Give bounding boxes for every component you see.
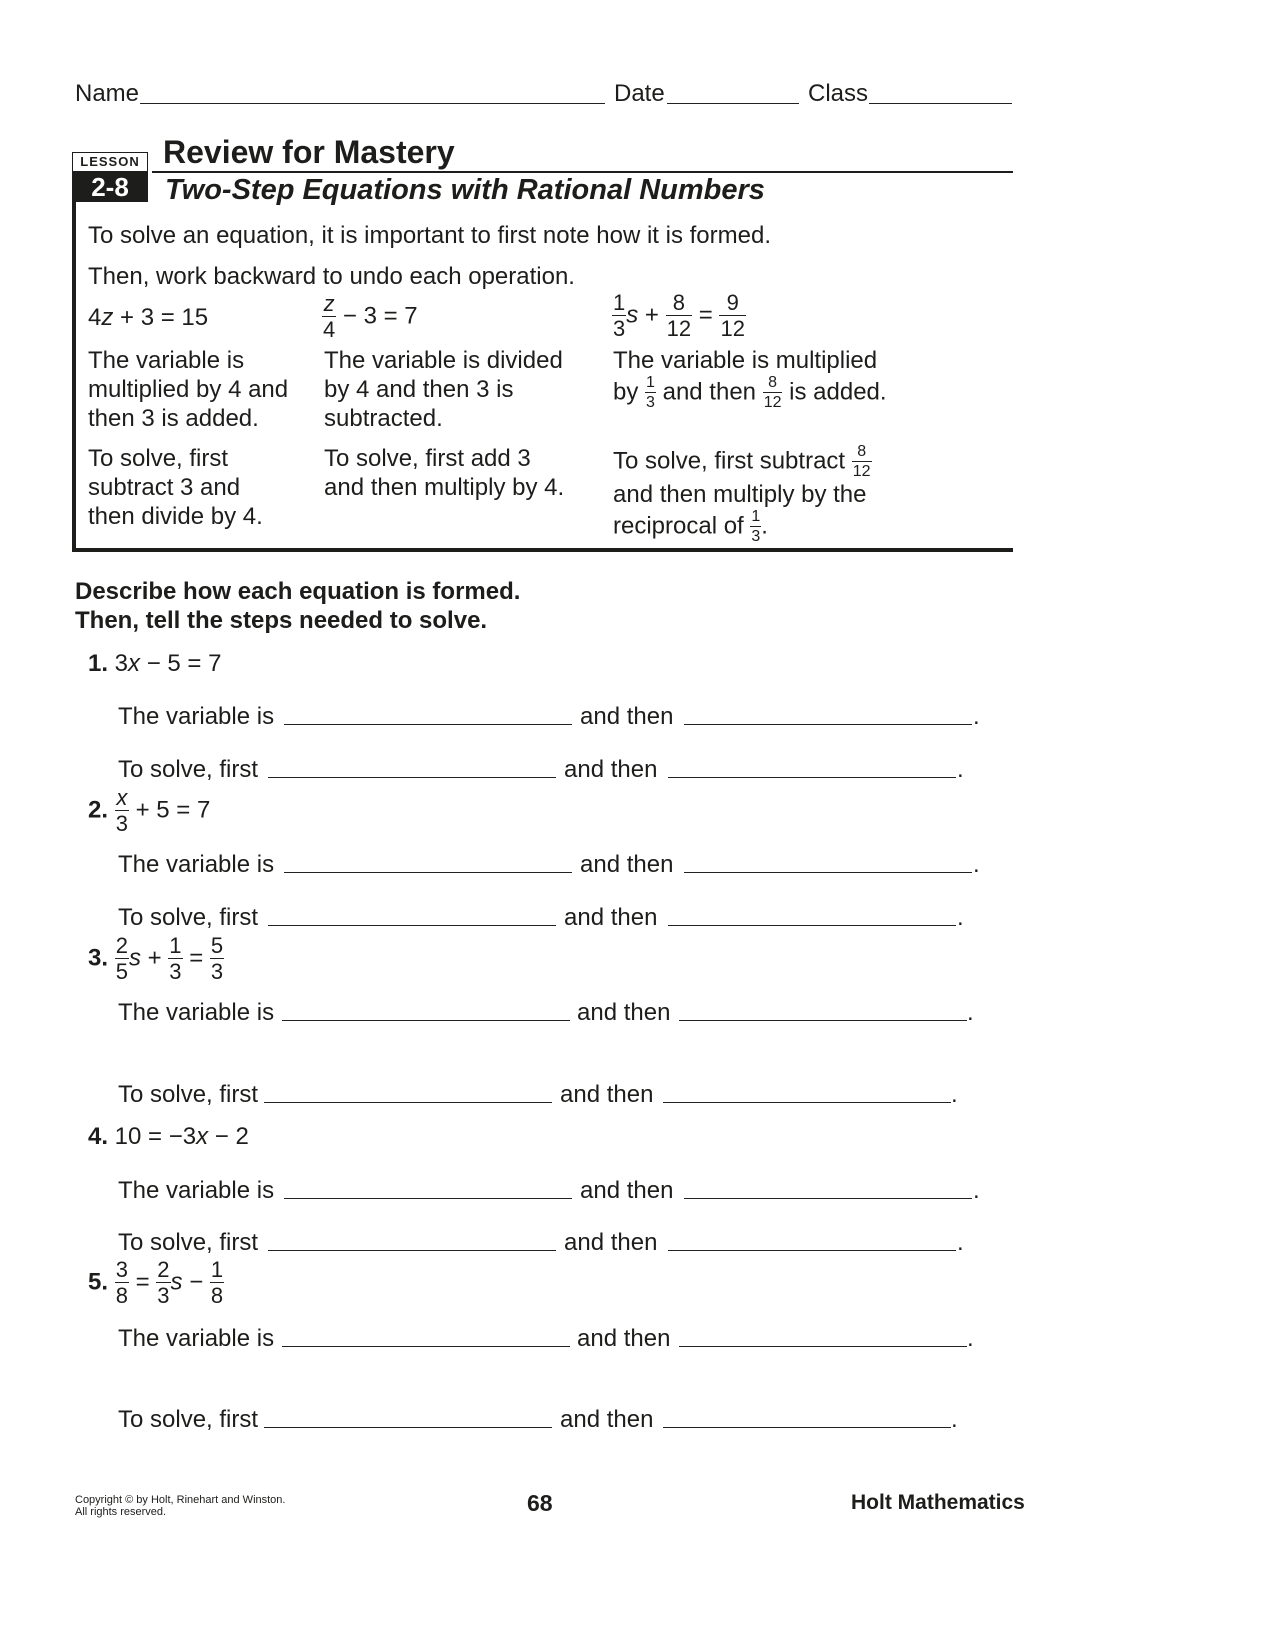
problem-1: 1. 3x − 5 = 7: [88, 650, 222, 677]
variable-is-label: The variable is: [118, 1177, 275, 1204]
period: .: [957, 756, 964, 783]
problem-1-solve-then-blank[interactable]: [668, 777, 956, 778]
period: .: [973, 1177, 980, 1204]
intro-line-1: To solve an equation, it is important to first note how it is formed.: [88, 222, 771, 249]
problem-2-solve-blank[interactable]: [268, 925, 556, 926]
intro-line-2: Then, work backward to undo each operation.: [88, 263, 575, 290]
problem-number: 4.: [88, 1123, 109, 1150]
instructions-line-1: Describe how each equation is formed.: [75, 578, 521, 605]
to-solve-label: To solve, first: [118, 904, 259, 931]
period: .: [957, 1229, 964, 1256]
to-solve-label: To solve, first: [118, 756, 259, 783]
problem-1-solve-blank[interactable]: [268, 777, 556, 778]
name-label: Name: [75, 80, 140, 107]
example-2-solve-line: To solve, first add 3: [324, 445, 531, 472]
and-then-label: and then: [577, 999, 671, 1026]
period: .: [973, 703, 980, 730]
problem-4-formed-blank[interactable]: [284, 1198, 572, 1199]
lesson-title: Review for Mastery: [163, 134, 455, 170]
problem-4-formed-then-blank[interactable]: [684, 1198, 972, 1199]
example-1-formed: [88, 346, 288, 433]
and-then-label: and then: [560, 1406, 654, 1433]
example-1-solve-line: To solve, first: [88, 445, 229, 472]
variable-is-label: The variable is: [118, 999, 275, 1026]
example-1-solve: [88, 444, 263, 531]
problem-5-solve-then-blank[interactable]: [663, 1427, 951, 1428]
example-1-formed-line: multiplied by 4 and: [88, 376, 289, 403]
class-field[interactable]: [869, 103, 1012, 104]
example-2-formed: [324, 346, 563, 433]
example-2-formed-line: subtracted.: [324, 405, 443, 432]
example-1-formed-line: The variable is: [88, 347, 245, 374]
publisher-brand: Holt Mathematics: [851, 1491, 1025, 1514]
example-1-formed-line: then 3 is added.: [88, 405, 259, 432]
period: .: [973, 851, 980, 878]
copyright-line: All rights reserved.: [75, 1506, 167, 1518]
problem-2-formed-then-blank[interactable]: [684, 872, 972, 873]
problem-2: 2. $\frac{x}{3}$ + 5 = 7: [88, 785, 211, 836]
and-then-label: and then: [564, 904, 658, 931]
copyright-line: Copyright © by Holt, Rinehart and Winston.: [75, 1494, 286, 1506]
period: .: [951, 1406, 958, 1433]
instructions-line-2: Then, tell the steps needed to solve.: [75, 607, 488, 634]
period: .: [967, 999, 974, 1026]
to-solve-label: To solve, first: [118, 1406, 259, 1433]
and-then-label: and then: [580, 1177, 674, 1204]
example-1-equation: 4z + 3 = 15: [88, 304, 209, 331]
class-label: Class: [808, 80, 869, 107]
problem-5-solve-blank[interactable]: [264, 1427, 552, 1428]
problem-5-formed-then-blank[interactable]: [679, 1346, 967, 1347]
problem-number: 2.: [88, 796, 109, 824]
problem-number: 1.: [88, 650, 109, 677]
lesson-box-left-border: [72, 152, 76, 552]
example-2-solve-line: and then multiply by 4.: [324, 474, 565, 501]
problem-3-formed-then-blank[interactable]: [679, 1020, 967, 1021]
problem-3: 3. $\frac{2}{5}$ s + $\frac{1}{3}$ = $\frac{5}{3}$: [88, 933, 224, 984]
lesson-box-bottom-border: [72, 548, 1013, 552]
problem-2-formed-blank[interactable]: [284, 872, 572, 873]
and-then-label: and then: [580, 703, 674, 730]
problem-3-solve-then-blank[interactable]: [663, 1102, 951, 1103]
example-2-formed-line: by 4 and then 3 is: [324, 376, 514, 403]
problem-number: 5.: [88, 1268, 109, 1296]
copyright: [75, 1494, 285, 1518]
and-then-label: and then: [564, 756, 658, 783]
variable-is-label: The variable is: [118, 851, 275, 878]
problem-4: 4. 10 = −3x − 2: [88, 1123, 249, 1150]
example-2-formed-line: The variable is divided: [324, 347, 563, 374]
variable-is-label: The variable is: [118, 1325, 275, 1352]
period: .: [957, 904, 964, 931]
example-2-solve: [324, 444, 564, 502]
lesson-number: 2-8: [72, 172, 148, 202]
title-rule: [152, 171, 1013, 173]
lesson-tag: LESSON: [72, 152, 148, 172]
period: .: [951, 1081, 958, 1108]
and-then-label: and then: [560, 1081, 654, 1108]
date-label: Date: [614, 80, 665, 107]
example-1-solve-line: then divide by 4.: [88, 503, 263, 530]
period: .: [967, 1325, 974, 1352]
example-3-equation: $\frac{1}{3}$ s + $\frac{8}{12}$ = $\frac{9}{12}$: [613, 290, 745, 341]
name-field[interactable]: [140, 103, 605, 104]
and-then-label: and then: [580, 851, 674, 878]
page-number: 68: [527, 1490, 553, 1516]
date-field[interactable]: [667, 103, 799, 104]
example-1-solve-line: subtract 3 and: [88, 474, 241, 501]
variable-is-label: The variable is: [118, 703, 275, 730]
problem-2-solve-then-blank[interactable]: [668, 925, 956, 926]
problem-4-solve-blank[interactable]: [268, 1250, 556, 1251]
and-then-label: and then: [577, 1325, 671, 1352]
problem-1-formed-then-blank[interactable]: [684, 724, 972, 725]
problem-3-solve-blank[interactable]: [264, 1102, 552, 1103]
example-3-formed: The variable is multiplied by $\frac{1}{3}$ and then $\frac{8}{12}$ is added.: [613, 347, 887, 411]
example-2-equation: $\frac{z}{4}$ − 3 = 7: [323, 291, 418, 342]
example-3-solve: To solve, first subtract $\frac{8}{12}$ and then multiply by the reciprocal of $\frac{1}{3}$ .: [613, 443, 871, 545]
to-solve-label: To solve, first: [118, 1229, 259, 1256]
problem-5: 5. $\frac{3}{8}$ = $\frac{2}{3}$ s − $\frac{1}{8}$: [88, 1257, 224, 1308]
to-solve-label: To solve, first: [118, 1081, 259, 1108]
lesson-subtitle: Two-Step Equations with Rational Numbers: [165, 174, 765, 206]
problem-1-formed-blank[interactable]: [284, 724, 572, 725]
problem-number: 3.: [88, 944, 109, 972]
problem-3-formed-blank[interactable]: [282, 1020, 570, 1021]
problem-4-solve-then-blank[interactable]: [668, 1250, 956, 1251]
problem-5-formed-blank[interactable]: [282, 1346, 570, 1347]
and-then-label: and then: [564, 1229, 658, 1256]
